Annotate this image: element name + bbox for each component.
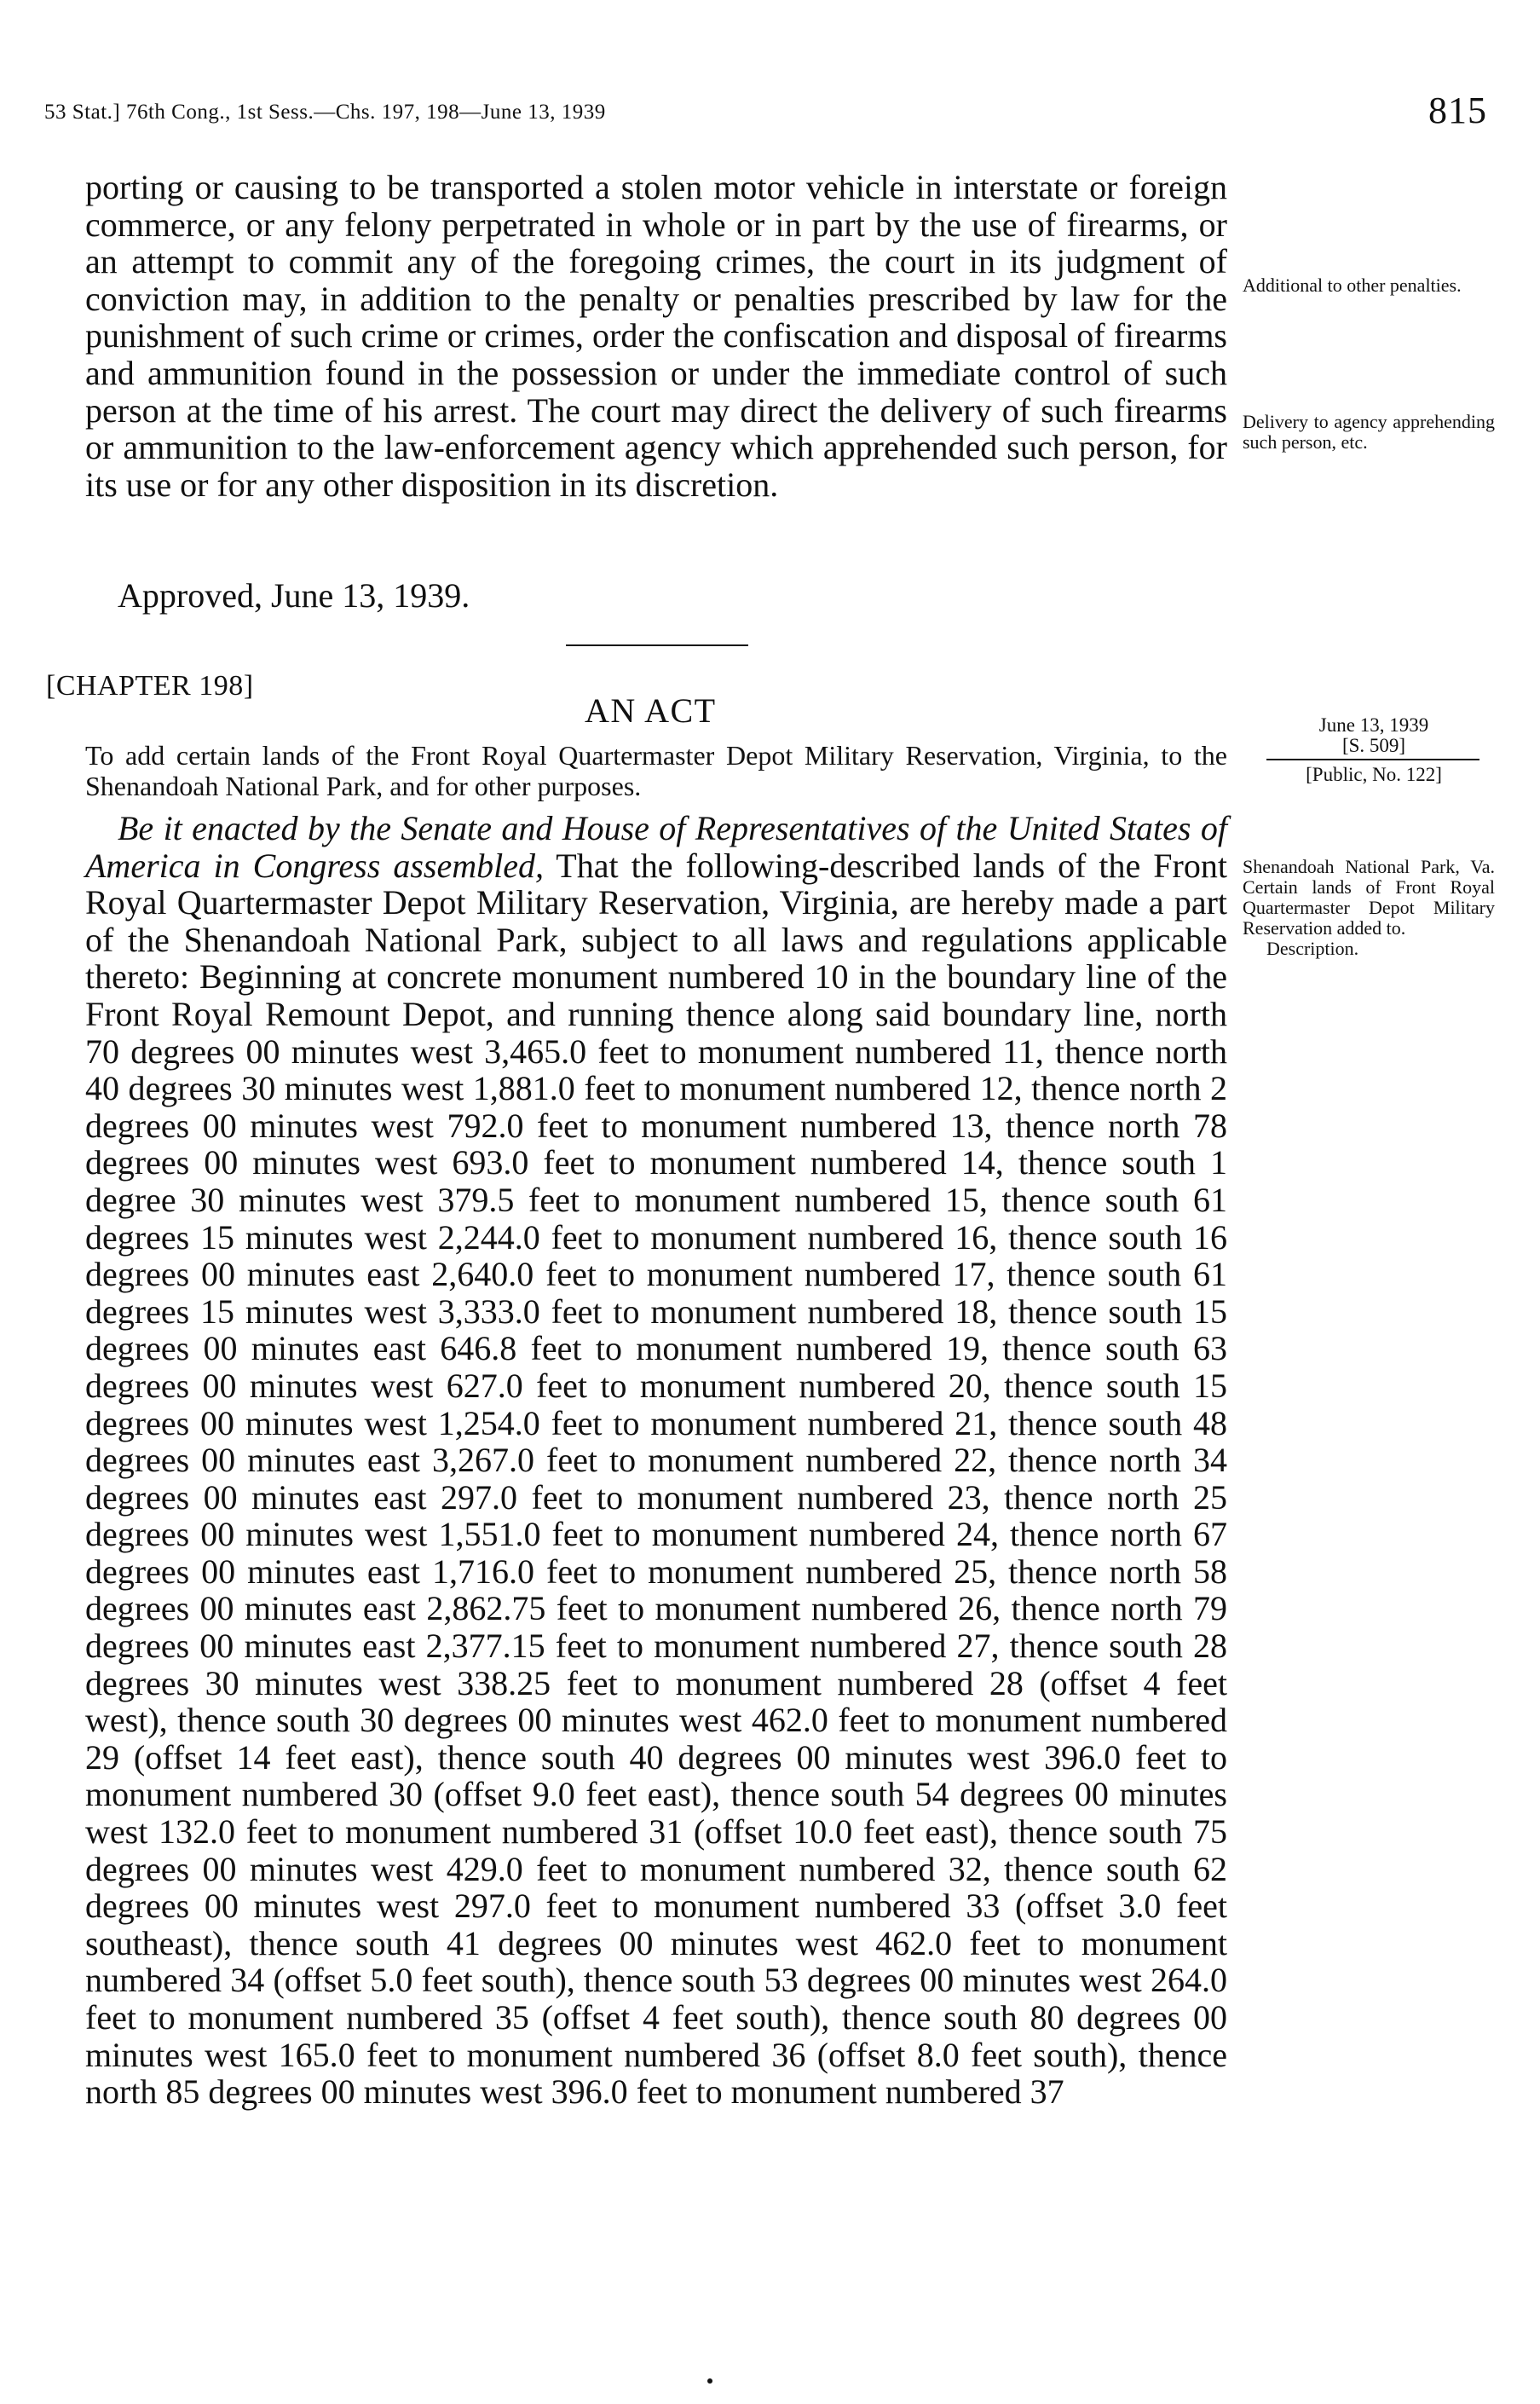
continuation-paragraph: [85, 169, 1227, 503]
margin-rule: [1266, 759, 1479, 760]
act-heading: AN ACT: [585, 691, 717, 730]
page-dot: [707, 2378, 712, 2384]
margin-note-delivery: Delivery to agency apprehending such person, etc.: [1243, 411, 1495, 453]
margin-note-shenandoah: [1243, 857, 1495, 959]
enacted-paragraph: [85, 810, 1227, 2111]
margin-public-law: [Public, No. 122]: [1306, 764, 1442, 785]
enacted-text: [85, 810, 1227, 2111]
act-title: To add certain lands of the Front Royal Quartermaster Depot Military Reservation, Virginia, to the Shenandoah National Park, and for other purposes.: [85, 740, 1227, 801]
page-number: 815: [1428, 90, 1487, 131]
enacting-clause: Be it enacted by the Senate and House of Representatives of the United States of America in Congress assembled,: [85, 809, 1227, 885]
margin-date: June 13, 1939: [1318, 714, 1429, 736]
margin-bill-number: [S. 509]: [1341, 735, 1406, 756]
main-text: That the following-described lands of the Front Royal Quartermaster Depot Military Reservation, Virginia, are hereby made a part of the Shenandoah National Park, subject to all laws and regulations applicable thereto: Beginning at concrete monument numbered 10 in the boundary line of the Front Royal Remount Depot, and running thence along said boundary line, north 70 degrees 00 minutes west 3,465.0 feet to monument numbered 11, thence north 40 degrees 30 minutes west 1,881.0 feet to monument numbered 12, thence north 2 degrees 00 minutes west 792.0 feet to monument numbered 13, thence north 78 degrees 00 minutes west 693.0 feet to monument numbered 14, thence south 1 degree 30 minutes west 379.5 feet to monument numbered 15, thence south 61 degrees 15 minutes west 2,244.0 feet to monument numbered 16, thence south 16 degrees 00 minutes east 2,640.0 feet to monument numbered 17, thence south 61 degrees 15 minutes west 3,333.0 feet to monument numbered 18, thence south 15 degrees 00 minutes east 646.8 feet to monument numbered 19, thence south 63 degrees 00 minutes west 627.0 feet to monument numbered 20, thence south 15 degrees 00 minutes west 1,254.0 feet to monument numbered 21, thence south 48 degrees 00 minutes east 3,267.0 feet to monument numbered 22, thence north 34 degrees 00 minutes east 297.0 feet to monument numbered 23, thence north 25 degrees 00 minutes west 1,551.0 feet to monument numbered 24, thence north 67 degrees 00 minutes east 1,716.0 feet to monument numbered 25, thence north 58 degrees 00 minutes east 2,862.75 feet to monument numbered 26, thence north 79 degrees 00 minutes east 2,377.15 feet to monument numbered 27, thence south 28 degrees 30 minutes west 338.25 feet to monument numbered 28 (offset 4 feet west), thence south 30 degrees 00 minutes west 462.0 feet to monument numbered 29 (offset 14 feet east), thence south 40 degrees 00 minutes west 396.0 feet to monument numbered 30 (offset 9.0 feet east), thence south 54 degrees 00 minutes west 132.0 feet to monument numbered 31 (offset 10.0 feet east), thence south 75 degrees 00 minutes west 429.0 feet to monument numbered 32, thence south 62 degrees 00 minutes west 297.0 feet to monument numbered 33 (offset 3.0 feet southeast), thence south 41 degrees 00 minutes west 462.0 feet to monument numbered 34 (offset 5.0 feet south), thence south 53 degrees 00 minutes west 264.0 feet to monument numbered 35 (offset 4 feet south), thence south 80 degrees 00 minutes west 165.0 feet to monument numbered 36 (offset 8.0 feet south), thence north 85 degrees 00 minutes west 396.0 feet to monument numbered 37: [85, 846, 1227, 2112]
running-head: 53 Stat.] 76th Cong., 1st Sess.—Chs. 197, 198—June 13, 1939: [44, 101, 606, 124]
approval-line: Approved, June 13, 1939.: [118, 576, 470, 615]
continuation-text: porting or causing to be transported a stolen motor vehicle in interstate or foreign commerce, or any felony perpetrated in whole or in part by the use of firearms, or an attempt to commit any of the foregoing crimes, the court in its judgment of conviction may, in addition to the penalty or penalties prescribed by law for the punishment of such crime or crimes, order the confiscation and disposal of firearms and ammunition found in the possession or under the immediate control of such person at the time of his arrest. The court may direct the delivery of such firearms or ammunition to the law-enforcement agency which apprehended such person, for its use or for any other disposition in its discretion.: [85, 168, 1227, 504]
section-divider: [566, 644, 748, 646]
chapter-label: [CHAPTER 198]: [46, 670, 254, 702]
margin-note-additional: Additional to other penalties.: [1243, 274, 1462, 296]
margin-note-shenandoah-text: Shenandoah National Park, Va. Certain lands of Front Royal Quartermaster Depot Military Reservation added to.: [1243, 856, 1495, 939]
margin-note-description: Description.: [1266, 938, 1359, 959]
